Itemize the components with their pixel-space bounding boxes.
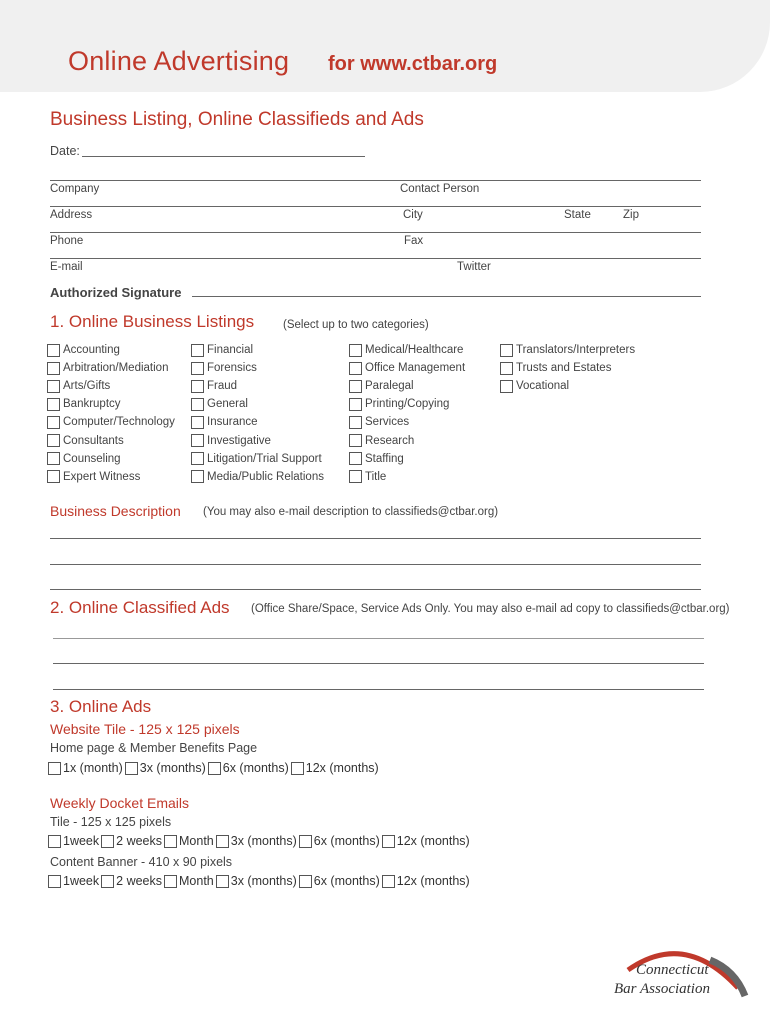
email-label: E-mail: [50, 261, 83, 273]
weekly-banner-options: [48, 872, 472, 890]
checkbox[interactable]: [191, 434, 204, 447]
category-label: Translators/Interpreters: [516, 344, 636, 356]
form-title: Business Listing, Online Classifieds and Ads: [50, 109, 424, 130]
zip-label: Zip: [623, 209, 639, 221]
category-label: Office Management: [365, 362, 466, 375]
checkbox[interactable]: [48, 762, 61, 775]
twitter-label: Twitter: [457, 261, 491, 273]
category-option[interactable]: [349, 360, 465, 376]
category-label: Arbitration/Mediation: [63, 362, 169, 375]
website-tile-options: [48, 759, 381, 777]
category-label: Accounting: [63, 344, 120, 356]
signature-label: Authorized Signature: [50, 285, 182, 300]
contact-person-label: Contact Person: [400, 183, 480, 195]
category-label: Litigation/Trial Support: [207, 452, 322, 465]
option-label: 1week: [63, 834, 100, 848]
option-label: 1x (month): [63, 761, 123, 775]
option-label: 6x (months): [313, 874, 380, 888]
category-option[interactable]: [349, 342, 463, 358]
category-label: General: [207, 398, 248, 411]
option-label: 12x (months): [396, 834, 470, 848]
ad-option[interactable]: [299, 874, 380, 888]
checkbox[interactable]: [382, 835, 395, 848]
checkbox[interactable]: [47, 398, 60, 411]
category-label: Trusts and Estates: [516, 362, 612, 375]
ad-option[interactable]: [48, 761, 123, 775]
checkbox[interactable]: [349, 434, 362, 447]
category-option[interactable]: [500, 360, 611, 376]
phone-field[interactable]: [50, 258, 701, 259]
checkbox[interactable]: [47, 380, 60, 393]
category-label: Expert Witness: [63, 470, 141, 483]
category-option[interactable]: [349, 451, 404, 467]
weekly-tile-options: [48, 832, 472, 850]
page-subtitle: for www.ctbar.org: [328, 53, 498, 75]
ad-option[interactable]: [48, 874, 99, 888]
checkbox[interactable]: [349, 470, 362, 483]
checkbox[interactable]: [47, 434, 60, 447]
category-option[interactable]: [47, 451, 121, 467]
state-label: State: [564, 209, 591, 221]
checkbox[interactable]: [349, 416, 362, 429]
category-label: Fraud: [207, 380, 238, 393]
category-label: Medical/Healthcare: [365, 344, 464, 356]
checkbox[interactable]: [191, 416, 204, 429]
date-label: Date:: [50, 144, 80, 158]
company-label: Company: [50, 183, 100, 195]
checkbox[interactable]: [208, 762, 221, 775]
weekly-tile-label: Tile - 125 x 125 pixels: [50, 815, 172, 829]
phone-label: Phone: [50, 235, 84, 247]
checkbox[interactable]: [47, 452, 60, 465]
checkbox[interactable]: [191, 452, 204, 465]
category-option[interactable]: [191, 342, 253, 358]
description-line-3[interactable]: [50, 589, 701, 590]
ad-option[interactable]: [101, 834, 162, 848]
option-label: 2 weeks: [116, 834, 162, 848]
checkbox[interactable]: [500, 344, 513, 357]
ad-option[interactable]: [208, 761, 289, 775]
checkbox[interactable]: [349, 380, 362, 393]
category-label: Research: [365, 434, 415, 447]
category-option[interactable]: [47, 396, 121, 412]
option-label: 1week: [63, 874, 100, 888]
option-label: 6x (months): [222, 761, 289, 775]
business-description-title: Business Description: [50, 503, 181, 519]
category-label: Investigative: [207, 434, 271, 447]
checkbox[interactable]: [349, 362, 362, 375]
checkbox[interactable]: [47, 470, 60, 483]
date-field[interactable]: [82, 156, 365, 157]
fax-label: Fax: [404, 235, 424, 247]
section1-title: 1. Online Business Listings: [50, 312, 255, 331]
category-label: Arts/Gifts: [63, 380, 111, 393]
category-option[interactable]: [349, 396, 449, 412]
checkbox[interactable]: [47, 362, 60, 375]
category-option[interactable]: [500, 378, 569, 394]
option-label: 3x (months): [230, 874, 297, 888]
category-option[interactable]: [47, 360, 168, 376]
category-label: Computer/Technology: [63, 416, 175, 429]
checkbox[interactable]: [382, 875, 395, 888]
category-label: Financial: [207, 344, 254, 356]
option-label: 12x (months): [305, 761, 379, 775]
checkbox[interactable]: [47, 416, 60, 429]
checkbox[interactable]: [191, 470, 204, 483]
option-label: 6x (months): [313, 834, 380, 848]
category-option[interactable]: [191, 396, 248, 412]
logo-line-1: Connecticut: [636, 962, 709, 978]
checkbox[interactable]: [191, 398, 204, 411]
address-field[interactable]: [50, 232, 701, 233]
section1-note: (Select up to two categories): [283, 319, 429, 331]
ad-option[interactable]: [216, 834, 297, 848]
address-label: Address: [50, 209, 93, 221]
checkbox[interactable]: [48, 875, 61, 888]
website-tile-sub: Home page & Member Benefits Page: [50, 741, 258, 755]
company-field[interactable]: [50, 206, 701, 207]
category-option[interactable]: [191, 378, 237, 394]
section2-note: (Office Share/Space, Service Ads Only. You may also e-mail ad copy to classifieds@ctbar.org): [251, 603, 730, 615]
checkbox[interactable]: [191, 380, 204, 393]
category-option[interactable]: [47, 469, 140, 485]
checkbox[interactable]: [164, 835, 177, 848]
checkbox[interactable]: [48, 835, 61, 848]
weekly-banner-label: Content Banner - 410 x 90 pixels: [50, 855, 233, 869]
category-option[interactable]: [349, 414, 409, 430]
category-label: Staffing: [365, 452, 404, 465]
checkbox[interactable]: [299, 875, 312, 888]
ad-option[interactable]: [48, 834, 99, 848]
checkbox[interactable]: [299, 835, 312, 848]
city-label: City: [403, 209, 423, 221]
category-label: Printing/Copying: [365, 398, 450, 411]
weekly-docket-title: Weekly Docket Emails: [50, 795, 190, 811]
signature-field[interactable]: [192, 296, 701, 297]
checkbox[interactable]: [349, 452, 362, 465]
checkbox[interactable]: [500, 362, 513, 375]
category-option[interactable]: [191, 469, 324, 485]
checkbox[interactable]: [216, 875, 229, 888]
website-tile-title: Website Tile - 125 x 125 pixels: [50, 721, 240, 737]
category-label: Media/Public Relations: [207, 470, 324, 483]
description-line-2[interactable]: [50, 564, 701, 565]
option-label: 2 weeks: [116, 874, 162, 888]
ad-option[interactable]: [382, 874, 470, 888]
category-label: Consultants: [63, 434, 124, 447]
category-label: Paralegal: [365, 380, 414, 393]
checkbox[interactable]: [500, 380, 513, 393]
description-line-1[interactable]: [50, 538, 701, 539]
ad-option[interactable]: [216, 874, 297, 888]
category-option[interactable]: [47, 378, 110, 394]
category-label: Services: [365, 416, 410, 429]
checkbox[interactable]: [191, 362, 204, 375]
ad-option[interactable]: [382, 834, 470, 848]
category-option[interactable]: [47, 433, 124, 449]
category-label: Insurance: [207, 416, 258, 429]
classified-line-2[interactable]: [53, 663, 704, 664]
ad-option[interactable]: [299, 834, 380, 848]
classified-line-3[interactable]: [53, 689, 704, 690]
category-option[interactable]: [500, 342, 635, 358]
category-label: Forensics: [207, 362, 257, 375]
company-top-rule: [50, 180, 701, 181]
category-label: Title: [365, 470, 387, 483]
category-option[interactable]: [191, 414, 258, 430]
category-label: Bankruptcy: [63, 398, 121, 411]
category-option[interactable]: [47, 342, 120, 358]
ad-option[interactable]: [164, 874, 214, 888]
category-option[interactable]: [349, 433, 414, 449]
option-label: 3x (months): [230, 834, 297, 848]
category-option[interactable]: [191, 451, 322, 467]
option-label: 12x (months): [396, 874, 470, 888]
category-option[interactable]: [191, 433, 271, 449]
checkbox[interactable]: [216, 835, 229, 848]
category-option[interactable]: [349, 378, 414, 394]
ad-option[interactable]: [164, 834, 214, 848]
category-option[interactable]: [47, 414, 175, 430]
option-label: Month: [179, 874, 214, 888]
classified-line-1[interactable]: [53, 638, 704, 639]
checkbox[interactable]: [101, 835, 114, 848]
logo-line-2: Bar Association: [614, 981, 710, 997]
ad-option[interactable]: [101, 874, 162, 888]
checkbox[interactable]: [191, 344, 204, 357]
category-option[interactable]: [349, 469, 386, 485]
page-title: Online Advertising: [68, 46, 290, 76]
section3-title: 3. Online Ads: [50, 697, 152, 716]
category-option[interactable]: [191, 360, 257, 376]
checkbox[interactable]: [349, 398, 362, 411]
ad-option[interactable]: [125, 761, 206, 775]
category-label: Counseling: [63, 452, 121, 465]
business-description-note: (You may also e-mail description to classifieds@ctbar.org): [203, 506, 499, 518]
checkbox[interactable]: [47, 344, 60, 357]
option-label: Month: [179, 834, 214, 848]
checkbox[interactable]: [125, 762, 138, 775]
checkbox[interactable]: [349, 344, 362, 357]
category-label: Vocational: [516, 380, 570, 393]
section2-title: 2. Online Classified Ads: [50, 598, 230, 617]
checkbox[interactable]: [291, 762, 304, 775]
option-label: 3x (months): [139, 761, 206, 775]
checkbox[interactable]: [164, 875, 177, 888]
ad-option[interactable]: [291, 761, 379, 775]
checkbox[interactable]: [101, 875, 114, 888]
